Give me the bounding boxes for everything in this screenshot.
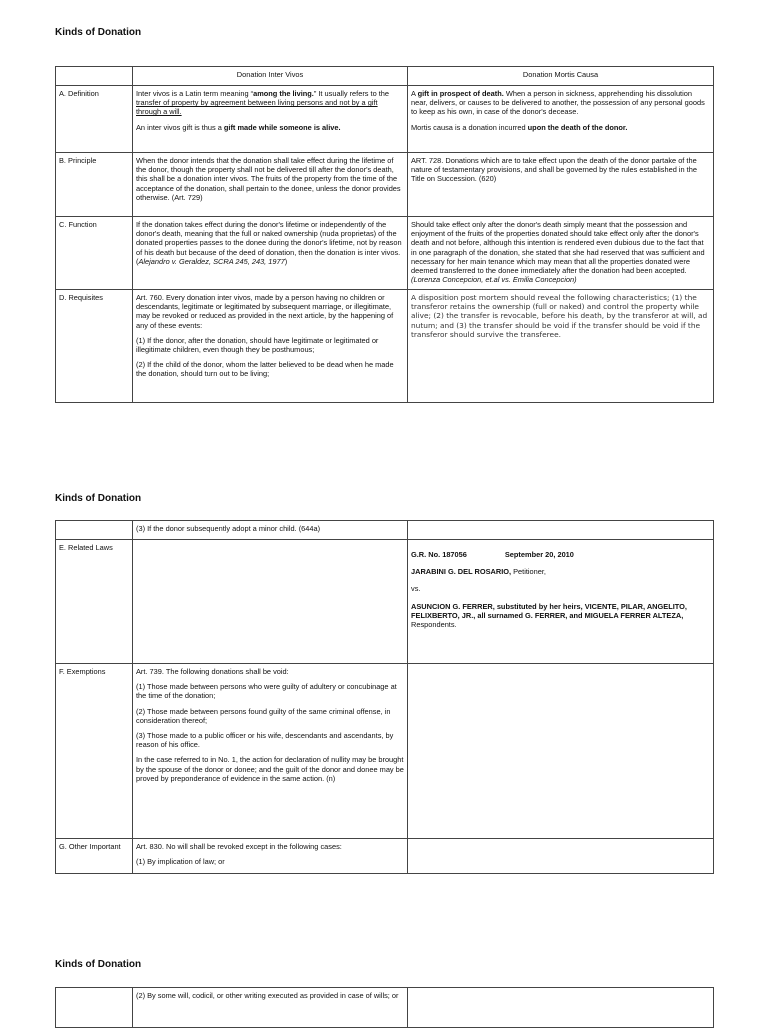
case-number: G.R. No. 187056 [411,550,467,559]
table-row-requisites [56,290,714,403]
related-laws-inter-vivos [133,540,408,664]
principle-mortis-causa: ART. 728. Donations which are to take effect upon the death of the donor partake of the nature of testamentary provisions, and shall be governed by the rules established in the Title on Succession. (620) [408,153,714,217]
table-row-exemptions [56,664,714,839]
table-row-related-laws [56,540,714,664]
exemptions-inter-vivos: Art. 739. The following donations shall be void: (1) Those made between persons who were guilty of adultery or concubinage at the time of the donation; (2) Those made between persons found guilty of the same criminal offense, in consideration thereof; (3) Those made to a public officer or his wife, descendants and ascendants, by reason of his office. In the case referred to in No. 1, the action for declaration of nullity may be brought by the spouse of the donor or donee; and the guilt of the donor and donee may be proved by preponderance of evidence in the same action. (n) [133,664,408,839]
header-mortis-causa: Donation Mortis Causa [408,67,714,86]
other-important-mortis-causa [408,839,714,874]
function-inter-vivos: If the donation takes effect during the donor's lifetime or independently of the donor's death, meaning that the full or naked ownership (nuda proprietas) of the donated properties passes to the donee during the donor's lifetime, not by reason of his death but because of the deed of donation, then the donation is inter vivos. (Alejandro v. Geraldez, SCRA 245, 243, 1977) [133,217,408,290]
donation-table-3 [55,987,714,1028]
other-continued-mortis-causa [408,988,714,1028]
table-row-principle [56,153,714,217]
header-inter-vivos: Donation Inter Vivos [133,67,408,86]
donation-table-1 [55,66,714,403]
row-label-blank-3 [56,988,133,1028]
exemptions-mortis-causa [408,664,714,839]
row-label-related-laws: E. Related Laws [56,540,133,664]
definition-inter-vivos: Inter vivos is a Latin term meaning “among the living.” It usually refers to the transfer of property by agreement between living persons and not by a gift through a will. An inter vivos gift is thus a gift made while someone is alive. [133,86,408,153]
row-label-other-important: G. Other Important [56,839,133,874]
page-heading-1: Kinds of Donation [55,27,142,38]
row-label-principle: B. Principle [56,153,133,217]
row-label-function: C. Function [56,217,133,290]
principle-inter-vivos: When the donor intends that the donation shall take effect during the lifetime of the donor, though the property shall not be delivered till after the donor's death, this shall be a donation inter vivos. The fruits of the property from the time of the acceptance of the donation, shall pertain to the donee, unless the donor provides otherwise. (Art. 729) [133,153,408,217]
table-row-requisites-continued [56,521,714,540]
requisites-continued-inter-vivos: (3) If the donor subsequently adopt a minor child. (644a) [133,521,408,540]
table-row-other-important [56,839,714,874]
related-laws-mortis-causa: G.R. No. 187056 September 20, 2010 JARABINI G. DEL ROSARIO, Petitioner, vs. ASUNCION G. FERRER, substituted by her heirs, VICENTE, PILAR, ANGELITO, FELIXBERTO, JR., all surnamed G. FERRER, and MIGUELA FERRER ALTEZA, Respondents. [408,540,714,664]
definition-mortis-causa: A gift in prospect of death. When a person in sickness, apprehending his dissolution near, delivers, or causes to be delivered to another, the possession of any personal goods to keep as his own, in case of the donor's decease. Mortis causa is a donation incurred upon the death of the donor. [408,86,714,153]
page-heading-2: Kinds of Donation [55,493,142,504]
donation-table-2 [55,520,714,874]
requisites-mortis-causa: A disposition post mortem should reveal the following characteristics; (1) the transferor retains the ownership (full or naked) and control the property while alive; (2) the transfer is revocable, before his death, by the transferor at will, ad nutum; and (3) the transfer should be void if the transfer should be void if the transferor should survive the transferee. [408,290,714,403]
header-row [56,67,714,86]
row-label-exemptions: F. Exemptions [56,664,133,839]
requisites-inter-vivos: Art. 760. Every donation inter vivos, made by a person having no children or descendants, legitimate or legitimated by subsequent marriage, or illegitimate, may be revoked or reduced as provided in the next article, by the happening of any of these events: (1) If the donor, after the donation, should have legitimate or legitimated or illegitimate children, even though they be posthumous; (2) If the child of the donor, whom the latter believed to be dead when he made the donation, should turn out to be living; [133,290,408,403]
row-label-requisites: D. Requisites [56,290,133,403]
table-row-function [56,217,714,290]
case-date: September 20, 2010 [504,550,574,559]
other-important-inter-vivos: Art. 830. No will shall be revoked except in the following cases: (1) By implication of law; or [133,839,408,874]
table-row-definition [56,86,714,153]
row-label-blank [56,521,133,540]
page-heading-3: Kinds of Donation [55,959,142,970]
row-label-definition: A. Definition [56,86,133,153]
function-mortis-causa: Should take effect only after the donor's death simply meant that the possession and enjoyment of the fruits of the properties donated should take effect only after the donor's death and not before, although this intention is rendered even dubious due to the fact that in one paragraph of the donation, she stated that she had reserved that was sufficient and necessary for her main tenance which may mean that all the properties donated were deemed transferred to the donee immediately after the donation had been accepted. (Lorenza Concepcion, et.al vs. Emilia Concepcion) [408,217,714,290]
requisites-continued-mortis-causa [408,521,714,540]
header-blank-cell [56,67,133,86]
other-continued-inter-vivos: (2) By some will, codicil, or other writing executed as provided in case of wills; or [133,988,408,1028]
table-row-other-continued [56,988,714,1028]
